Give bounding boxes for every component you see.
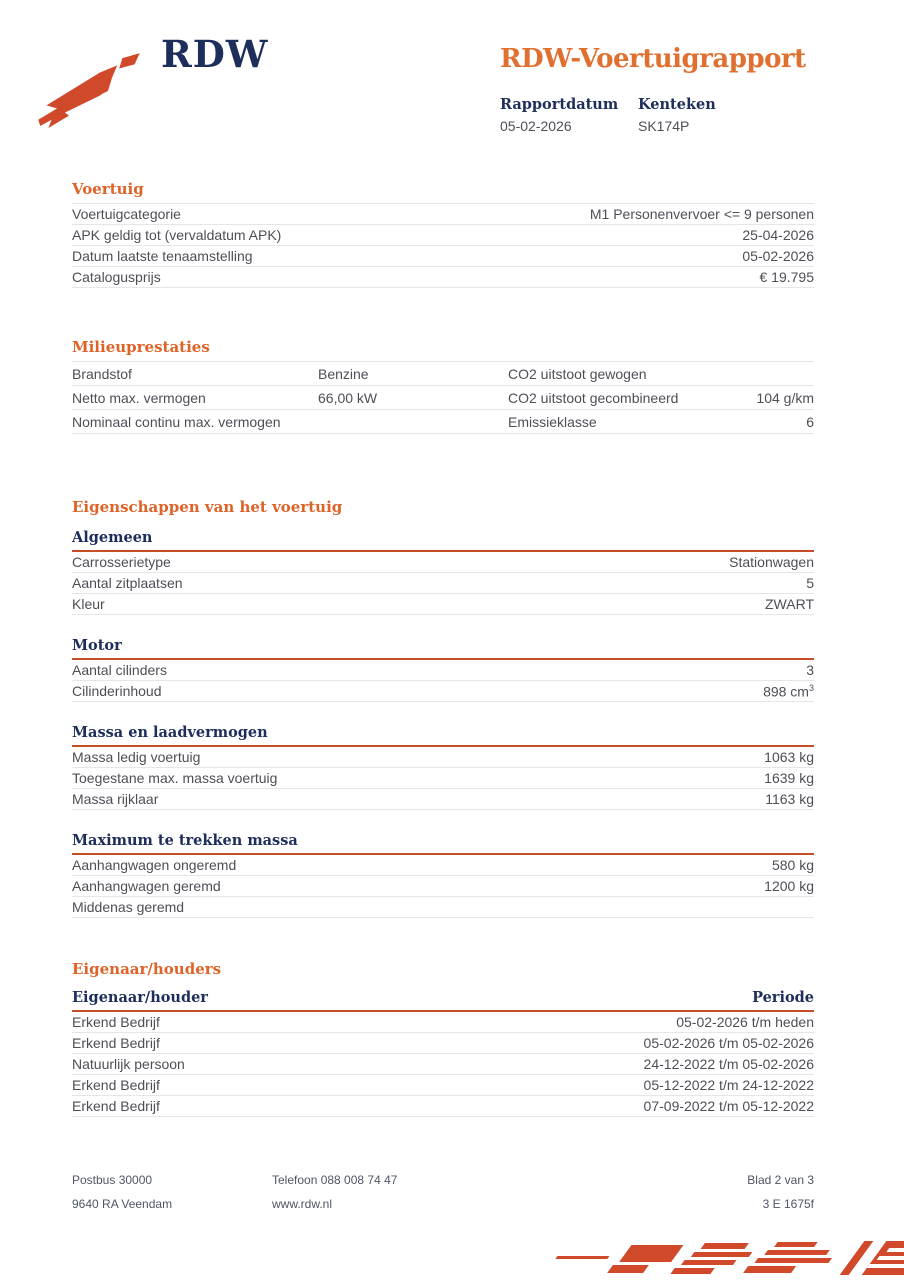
row-label: Datum laatste tenaamstelling bbox=[72, 248, 253, 264]
table-row bbox=[72, 1096, 814, 1117]
owner-name: Erkend Bedrijf bbox=[72, 1014, 160, 1030]
table-row bbox=[72, 681, 814, 702]
row-label: Kleur bbox=[72, 596, 105, 612]
table-row bbox=[72, 789, 814, 810]
row-value: 1639 kg bbox=[764, 770, 814, 786]
rdw-logo-text: RDW bbox=[161, 32, 269, 76]
table-row bbox=[72, 267, 814, 288]
table-row bbox=[72, 362, 814, 386]
section-eigenschappen bbox=[72, 498, 814, 918]
row-label: Netto max. vermogen bbox=[72, 389, 206, 406]
row-label: Aanhangwagen geremd bbox=[72, 878, 221, 894]
column-header-owner: Eigenaar/houder bbox=[72, 989, 208, 1006]
row-label: Middenas geremd bbox=[72, 899, 185, 915]
table-row bbox=[72, 1033, 814, 1054]
section-eigenschappen-title: Eigenschappen van het voertuig bbox=[72, 498, 343, 516]
row-value: 66,00 kW bbox=[318, 389, 378, 406]
footer-document-code: 3 E 1675f bbox=[762, 1197, 814, 1211]
row-label: CO2 uitstoot gewogen bbox=[508, 365, 647, 382]
section-voertuig-title: Voertuig bbox=[72, 180, 814, 204]
table-row bbox=[72, 1075, 814, 1096]
row-value: Stationwagen bbox=[729, 554, 814, 570]
row-value: Benzine bbox=[318, 365, 369, 382]
owner-name: Erkend Bedrijf bbox=[72, 1098, 160, 1114]
owner-period: 05-12-2022 t/m 24-12-2022 bbox=[643, 1077, 814, 1093]
row-value: 580 kg bbox=[771, 857, 814, 873]
table-row bbox=[72, 573, 814, 594]
table-row bbox=[72, 594, 814, 615]
report-title: RDW-Voertuigrapport bbox=[500, 44, 806, 74]
owner-period: 05-02-2026 t/m 05-02-2026 bbox=[643, 1035, 814, 1051]
cubic-superscript: 3 bbox=[808, 682, 814, 693]
row-value: 5 bbox=[806, 575, 814, 591]
table-row bbox=[72, 768, 814, 789]
column-header-period: Periode bbox=[752, 989, 814, 1006]
section-eigenaar-title: Eigenaar/houders bbox=[72, 960, 222, 978]
owners-table-header bbox=[72, 989, 814, 1012]
row-label: APK geldig tot (vervaldatum APK) bbox=[72, 227, 282, 243]
owner-name: Erkend Bedrijf bbox=[72, 1035, 160, 1051]
table-row bbox=[72, 855, 814, 876]
row-label: Cilinderinhoud bbox=[72, 683, 162, 699]
row-label: Emissieklasse bbox=[508, 413, 597, 430]
table-row bbox=[72, 552, 814, 573]
report-body bbox=[72, 180, 814, 1117]
row-value: 898 $cm^3$ bbox=[763, 682, 814, 700]
row-value: ZWART bbox=[765, 596, 814, 612]
table-row bbox=[72, 747, 814, 768]
row-value: 1200 kg bbox=[764, 878, 814, 894]
owner-period: 24-12-2022 t/m 05-02-2026 bbox=[643, 1056, 814, 1072]
license-plate-value: SK174P bbox=[638, 118, 690, 134]
row-value: € 19.795 bbox=[759, 269, 814, 285]
report-date-block bbox=[500, 96, 638, 134]
subsection-algemeen-title: Algemeen bbox=[72, 529, 814, 552]
row-label: CO2 uitstoot gecombineerd bbox=[508, 389, 679, 406]
subsection-massa-title: Massa en laadvermogen bbox=[72, 724, 814, 747]
owner-name: Natuurlijk persoon bbox=[72, 1056, 185, 1072]
row-value: 6 bbox=[806, 413, 814, 430]
report-date-label: Rapportdatum bbox=[500, 96, 619, 113]
owner-name: Erkend Bedrijf bbox=[72, 1077, 160, 1093]
row-label: Brandstof bbox=[72, 365, 132, 382]
license-plate-block bbox=[638, 96, 776, 134]
subsection-motor-title: Motor bbox=[72, 637, 814, 660]
row-label: Carrosserietype bbox=[72, 554, 171, 570]
row-label: Massa rijklaar bbox=[72, 791, 159, 807]
report-meta bbox=[500, 96, 776, 134]
footer-address-line2: 9640 RA Veendam bbox=[72, 1197, 173, 1211]
row-label: Aantal cilinders bbox=[72, 662, 167, 678]
section-milieuprestaties bbox=[72, 338, 814, 434]
table-row bbox=[72, 246, 814, 267]
table-row bbox=[72, 410, 814, 434]
table-row bbox=[72, 386, 814, 410]
row-value: 1063 kg bbox=[764, 749, 814, 765]
row-label: Aantal zitplaatsen bbox=[72, 575, 183, 591]
footer-phone: Telefoon 088 008 74 47 bbox=[272, 1173, 398, 1187]
section-eigenaar-houders bbox=[72, 960, 814, 1117]
footer-website: www.rdw.nl bbox=[272, 1197, 333, 1211]
row-label: Massa ledig voertuig bbox=[72, 749, 201, 765]
footer-address bbox=[72, 1168, 272, 1216]
row-value: 3 bbox=[806, 662, 814, 678]
table-row bbox=[72, 1054, 814, 1075]
row-label: Aanhangwagen ongeremd bbox=[72, 857, 237, 873]
row-value: 104 g/km bbox=[756, 389, 814, 406]
table-row bbox=[72, 876, 814, 897]
table-row bbox=[72, 660, 814, 681]
row-value: 25-04-2026 bbox=[742, 227, 814, 243]
footer-page-indicator: Blad 2 van 3 bbox=[747, 1173, 814, 1187]
owner-period: 05-02-2026 t/m heden bbox=[676, 1014, 814, 1030]
row-label: Toegestane max. massa voertuig bbox=[72, 770, 278, 786]
row-label: Catalogusprijs bbox=[72, 269, 161, 285]
row-value: M1 Personenvervoer <= 9 personen bbox=[589, 206, 814, 222]
subsection-trekken-title: Maximum te trekken massa bbox=[72, 832, 814, 855]
section-milieuprestaties-title: Milieuprestaties bbox=[72, 338, 814, 362]
table-row bbox=[72, 225, 814, 246]
section-voertuig bbox=[72, 180, 814, 288]
footer-contact bbox=[272, 1168, 747, 1216]
table-row bbox=[72, 1012, 814, 1033]
page-footer bbox=[72, 1168, 814, 1216]
owner-period: 07-09-2022 t/m 05-12-2022 bbox=[643, 1098, 814, 1114]
rdw-feather-icon bbox=[36, 50, 144, 130]
report-date-value: 05-02-2026 bbox=[500, 118, 572, 134]
row-label: Voertuigcategorie bbox=[72, 206, 181, 222]
license-plate-label: Kenteken bbox=[638, 96, 716, 113]
table-row bbox=[72, 897, 814, 918]
footer-address-line1: Postbus 30000 bbox=[72, 1173, 153, 1187]
row-label: Nominaal continu max. vermogen bbox=[72, 413, 281, 430]
table-row bbox=[72, 204, 814, 225]
row-value: 1163 kg bbox=[765, 791, 814, 807]
footer-page-info bbox=[747, 1168, 814, 1216]
row-value: 05-02-2026 bbox=[742, 248, 814, 264]
speed-stripes-graphic bbox=[516, 1236, 904, 1280]
